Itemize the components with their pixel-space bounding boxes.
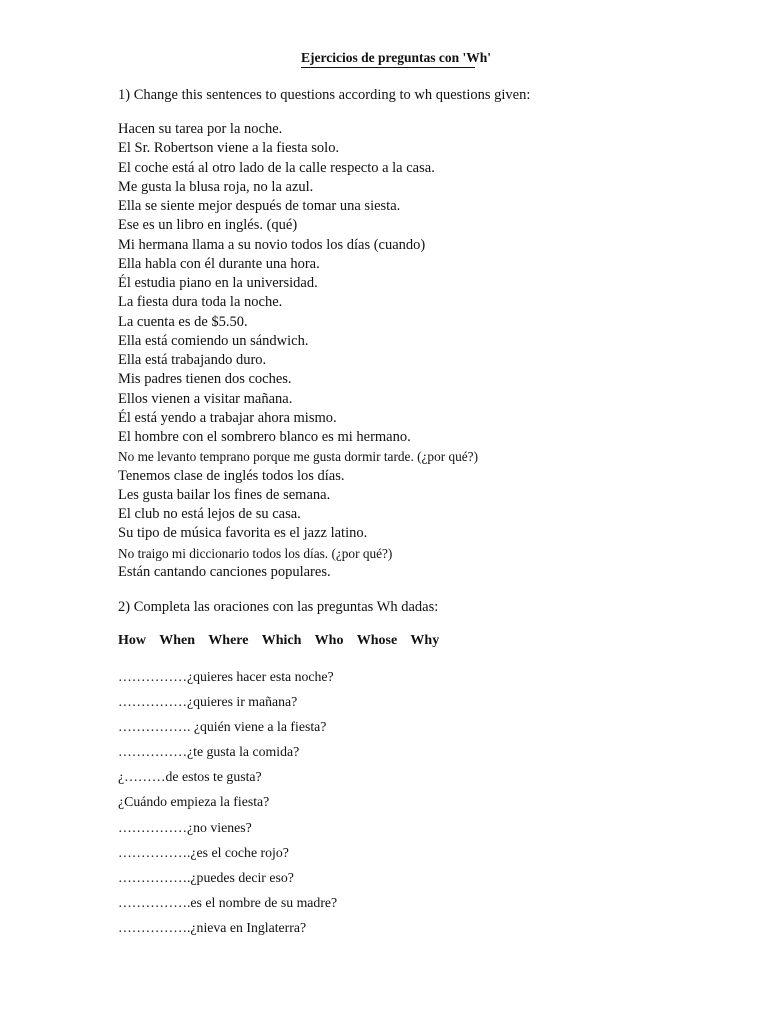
sentence-item: Tenemos clase de inglés todos los días. bbox=[118, 467, 345, 484]
sentence-item: No me levanto temprano porque me gusta dormir tarde. (¿por qué?) bbox=[118, 449, 478, 465]
sentence-item: El Sr. Robertson viene a la fiesta solo. bbox=[118, 140, 340, 157]
sentence-item: El club no está lejos de su casa. bbox=[118, 506, 301, 522]
sentence-item: No traigo mi diccionario todos los días. (¿por qué?) bbox=[118, 545, 393, 561]
sentence-item: Su tipo de música favorita es el jazz latino. bbox=[118, 525, 368, 542]
wh-word: Which bbox=[261, 633, 302, 648]
sentence-item: Están cantando canciones populares. bbox=[118, 563, 331, 580]
sentence-item: La fiesta dura toda la noche. bbox=[118, 294, 283, 311]
sentence-item: Él estudia piano en la universidad. bbox=[118, 275, 318, 291]
exercise-1-heading: 1) Change this sentences to questions according to wh questions given: bbox=[118, 87, 531, 103]
wh-word: How bbox=[118, 633, 146, 648]
sentence-item: Mi hermana llama a su novio todos los días (cuando) bbox=[118, 236, 426, 253]
exercise-2-blank-list bbox=[118, 666, 337, 942]
wh-word: Where bbox=[208, 633, 249, 648]
sentence-item: Hacen su tarea por la noche. bbox=[118, 121, 283, 137]
sentence-item: El hombre con el sombrero blanco es mi hermano. bbox=[118, 429, 411, 445]
sentence-item: La cuenta es de $5.50. bbox=[118, 313, 248, 330]
page-title: Ejercicios de preguntas con 'Wh' bbox=[301, 50, 492, 65]
sentence-item: Me gusta la blusa roja, no la azul. bbox=[118, 178, 314, 195]
wh-word: Why bbox=[410, 633, 440, 648]
fill-blank-item: ¿………de estos te gusta? bbox=[118, 769, 262, 785]
fill-blank-item: …………….¿es el coche rojo? bbox=[118, 844, 289, 860]
fill-blank-item: ……………. ¿quién viene a la fiesta? bbox=[118, 719, 327, 735]
exercise-2-heading: 2) Completa las oraciones con las preguntas Wh dadas: bbox=[118, 599, 439, 615]
fill-blank-item: ……………¿quieres hacer esta noche? bbox=[118, 669, 334, 684]
fill-blank-item: ¿Cuándo empieza la fiesta? bbox=[118, 794, 270, 810]
fill-blank-item: …………….¿puedes decir eso? bbox=[118, 869, 294, 885]
sentence-item: Él está yendo a trabajar ahora mismo. bbox=[118, 409, 337, 426]
exercise-1-sentence-list bbox=[118, 120, 478, 582]
sentence-item: Ella está comiendo un sándwich. bbox=[118, 332, 309, 349]
title-underline bbox=[301, 67, 475, 68]
fill-blank-item: ……………¿no vienes? bbox=[118, 819, 252, 835]
sentence-item: Ese es un libro en inglés. (qué) bbox=[118, 217, 298, 234]
wh-word: Whose bbox=[356, 633, 398, 648]
fill-blank-item: ……………¿quieres ir mañana? bbox=[118, 694, 298, 710]
wh-word-bank bbox=[118, 633, 449, 649]
sentence-item: Les gusta bailar los fines de semana. bbox=[118, 486, 331, 503]
sentence-item: Ellos vienen a visitar mañana. bbox=[118, 390, 293, 407]
sentence-item: Mis padres tienen dos coches. bbox=[118, 371, 292, 388]
fill-blank-item: ……………¿te gusta la comida? bbox=[118, 744, 300, 760]
wh-word: When bbox=[159, 633, 196, 648]
sentence-item: Ella está trabajando duro. bbox=[118, 352, 267, 368]
sentence-item: Ella habla con él durante una hora. bbox=[118, 255, 320, 272]
fill-blank-item: …………….es el nombre de su madre? bbox=[118, 894, 338, 910]
fill-blank-item: …………….¿nieva en Inglaterra? bbox=[118, 919, 307, 935]
sentence-item: El coche está al otro lado de la calle respecto a la casa. bbox=[118, 159, 435, 176]
wh-word: Who bbox=[314, 633, 344, 648]
sentence-item: Ella se siente mejor después de tomar una siesta. bbox=[118, 198, 401, 214]
